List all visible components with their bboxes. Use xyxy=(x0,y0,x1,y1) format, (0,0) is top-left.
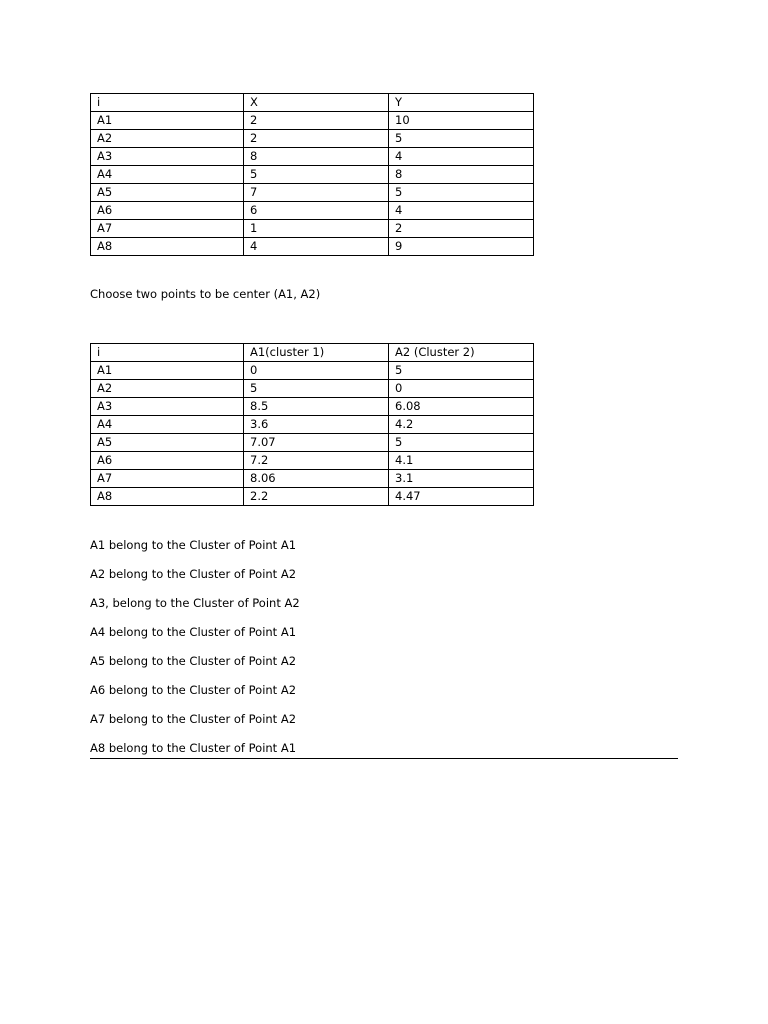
intro-paragraph: Choose two points to be center (A1, A2) xyxy=(90,287,321,301)
table-row xyxy=(91,488,534,506)
table-cell: A6 xyxy=(91,452,244,470)
table-cell: 0 xyxy=(244,362,389,380)
table-row xyxy=(91,434,534,452)
table-cell: 5 xyxy=(389,362,534,380)
table-row xyxy=(91,166,534,184)
table-row xyxy=(91,130,534,148)
table-cell: 7.2 xyxy=(244,452,389,470)
table-cell: A4 xyxy=(91,166,244,184)
table-cell: 4 xyxy=(389,148,534,166)
assignment-line: A4 belong to the Cluster of Point A1 xyxy=(90,625,297,639)
header-cell: i xyxy=(91,344,244,362)
table-row xyxy=(91,362,534,380)
table-cell: A3 xyxy=(91,148,244,166)
table-header-row xyxy=(91,344,534,362)
header-cell: A1(cluster 1) xyxy=(244,344,389,362)
assignment-line: A5 belong to the Cluster of Point A2 xyxy=(90,654,297,668)
table-row xyxy=(91,112,534,130)
table-cell: 10 xyxy=(389,112,534,130)
table-cell: 2 xyxy=(389,220,534,238)
cluster-assignment-list xyxy=(90,537,678,769)
assignment-line: A3, belong to the Cluster of Point A2 xyxy=(90,596,300,610)
table-cell: 5 xyxy=(389,130,534,148)
table-cell: 8.06 xyxy=(244,470,389,488)
header-cell: Y xyxy=(389,94,534,112)
horizontal-rule xyxy=(90,758,678,759)
table-row xyxy=(91,380,534,398)
table-row xyxy=(91,416,534,434)
table-cell: A8 xyxy=(91,238,244,256)
table-cell: 4.2 xyxy=(389,416,534,434)
table-row xyxy=(91,452,534,470)
table-cell: 5 xyxy=(389,434,534,452)
table-cell: 0 xyxy=(389,380,534,398)
table-cell: 3.1 xyxy=(389,470,534,488)
table-cell: 7.07 xyxy=(244,434,389,452)
table-row xyxy=(91,470,534,488)
table-cell: A5 xyxy=(91,434,244,452)
table-cell: 8.5 xyxy=(244,398,389,416)
table-cell: A6 xyxy=(91,202,244,220)
table-cell: 4 xyxy=(244,238,389,256)
table-cell: 5 xyxy=(389,184,534,202)
table-row xyxy=(91,398,534,416)
table-row xyxy=(91,238,534,256)
table-cell: 1 xyxy=(244,220,389,238)
assignment-line: A6 belong to the Cluster of Point A2 xyxy=(90,683,297,697)
table-cell: 9 xyxy=(389,238,534,256)
table-cell: A7 xyxy=(91,220,244,238)
table-cell: 5 xyxy=(244,166,389,184)
assignment-line: A8 belong to the Cluster of Point A1 xyxy=(90,741,297,755)
table-cell: A3 xyxy=(91,398,244,416)
assignment-line: A2 belong to the Cluster of Point A2 xyxy=(90,567,297,581)
header-cell: A2 (Cluster 2) xyxy=(389,344,534,362)
table-header-row xyxy=(91,94,534,112)
points-table xyxy=(90,93,534,256)
table-row xyxy=(91,148,534,166)
assignment-line: A1 belong to the Cluster of Point A1 xyxy=(90,538,297,552)
table-cell: A8 xyxy=(91,488,244,506)
table-row xyxy=(91,184,534,202)
table-cell: 5 xyxy=(244,380,389,398)
table-cell: A2 xyxy=(91,130,244,148)
table-cell: 7 xyxy=(244,184,389,202)
assignment-line: A7 belong to the Cluster of Point A2 xyxy=(90,712,297,726)
table-cell: 2.2 xyxy=(244,488,389,506)
table-cell: 2 xyxy=(244,112,389,130)
table-row xyxy=(91,220,534,238)
table-cell: 8 xyxy=(244,148,389,166)
table-cell: A1 xyxy=(91,362,244,380)
header-cell: X xyxy=(244,94,389,112)
table-cell: 8 xyxy=(389,166,534,184)
table-cell: A2 xyxy=(91,380,244,398)
table-cell: 6.08 xyxy=(389,398,534,416)
table-cell: A7 xyxy=(91,470,244,488)
table-cell: 4.47 xyxy=(389,488,534,506)
table-cell: 4 xyxy=(389,202,534,220)
distance-table xyxy=(90,343,534,506)
table-cell: A5 xyxy=(91,184,244,202)
table-cell: A1 xyxy=(91,112,244,130)
header-cell: i xyxy=(91,94,244,112)
table-cell: A4 xyxy=(91,416,244,434)
table-cell: 3.6 xyxy=(244,416,389,434)
table-cell: 6 xyxy=(244,202,389,220)
table-row xyxy=(91,202,534,220)
table-cell: 4.1 xyxy=(389,452,534,470)
table-cell: 2 xyxy=(244,130,389,148)
